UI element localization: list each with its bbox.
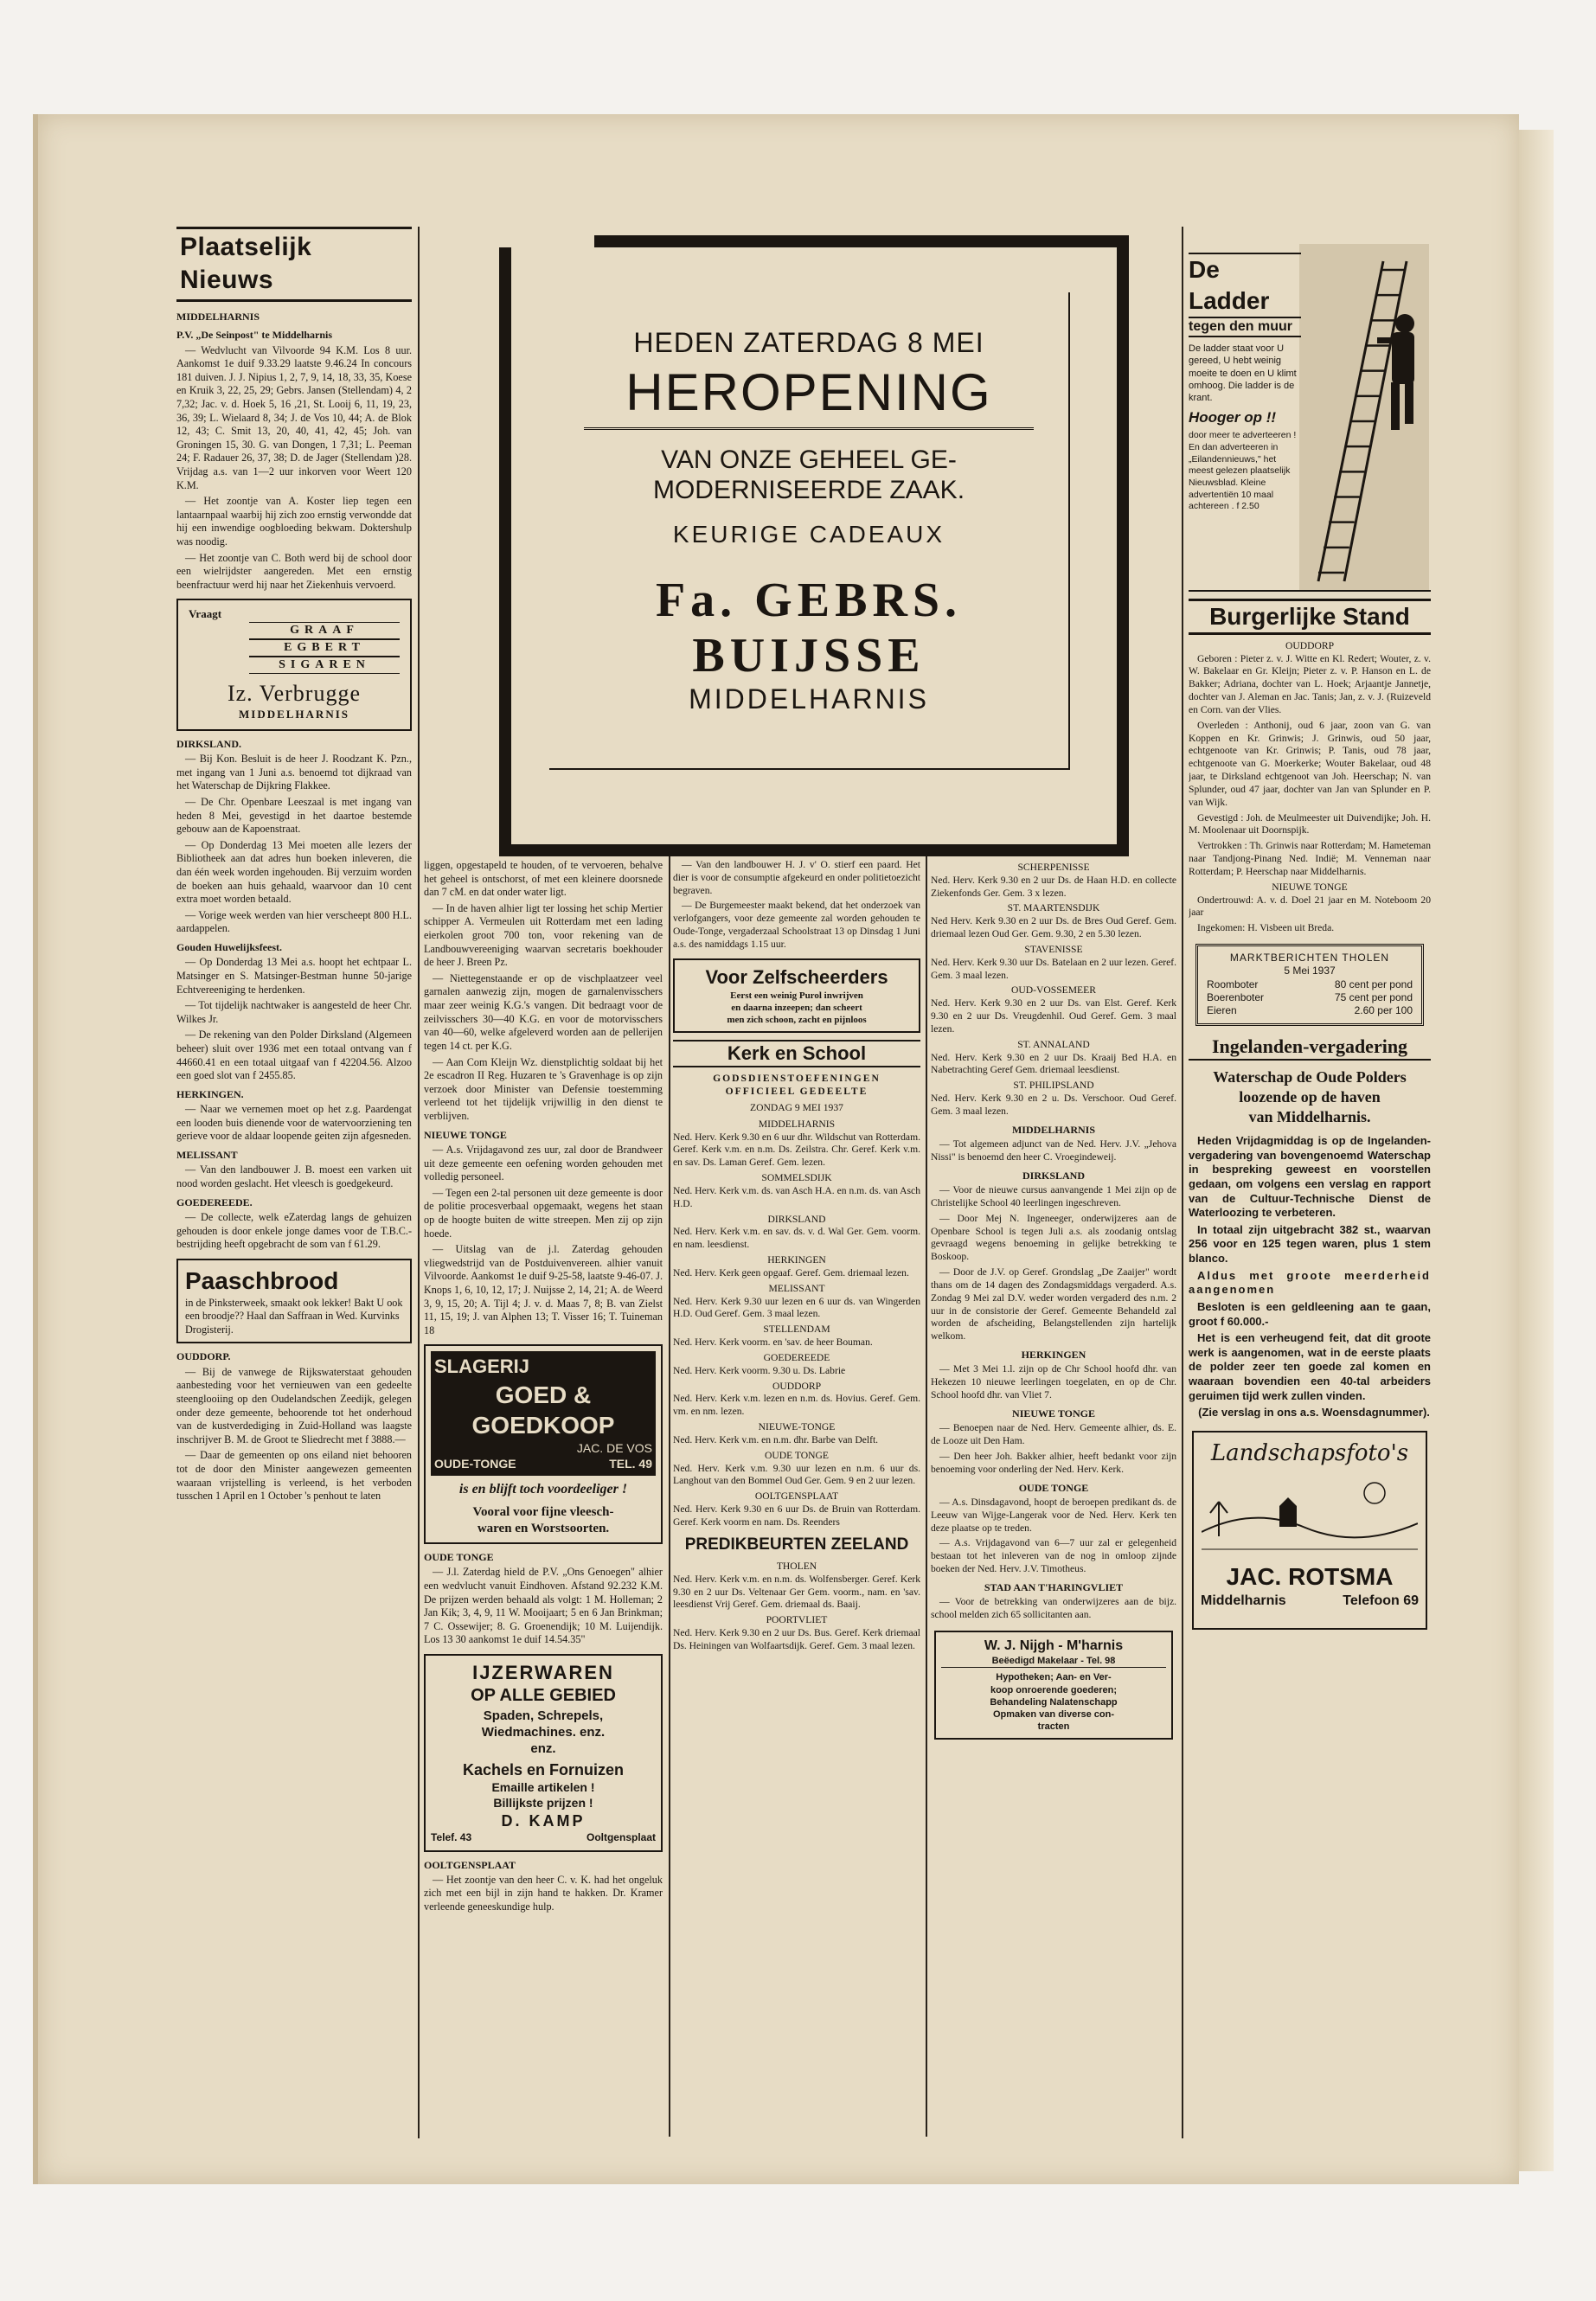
next-page-edge xyxy=(1516,130,1554,2171)
ingelanden-text: Het is een verheugend feit, dat dit groote werk is aangenomen, wat in de eerste plaats de polder zeer ten goede zal komen en waaraan bovendien een 40-tal arbeiders geruimen tijd werk zullen vinden. xyxy=(1189,1331,1431,1402)
zelf-text: en daarna inzeepen; dan scheert xyxy=(731,1003,862,1014)
rotsma-phone: Telefoon 69 xyxy=(1343,1593,1419,1609)
heading-herkingen-2: HERKINGEN xyxy=(1021,1349,1086,1362)
column-rule xyxy=(926,852,927,2137)
service-text: Ned. Herv. Kerk v.m. 9.30 uur lezen en n.m. 6 uur ds. Langhout van den Bommel Oud Ger. Gem. 9 en 2 uur lezen. xyxy=(673,1462,920,1487)
service-place: STELLENDAM xyxy=(763,1324,830,1336)
service-place: ST. ANNALAND xyxy=(1017,1038,1090,1050)
nijgh-line: Hypotheken; Aan- en Ver- xyxy=(996,1672,1112,1683)
markt-title: MARKTBERICHTEN THOLEN xyxy=(1229,952,1390,965)
article-goedereede: — De collecte, welk eZaterdag langs de gehuizen gehouden is door enkele jonge dames voor de T.B.C.-bestrijding heeft opgebracht de som van f 61.29. xyxy=(176,1210,412,1251)
service-place: MELISSANT xyxy=(768,1282,825,1294)
article-ouddorp: — Bij de vanwege de Rijkswaterstaat gehouden aanbesteding voor het vernieuwen van een gedeelte steenglooiing op den Oudelandschen Zeedijk, gelegen onder deze gemeente, behoorende tot het onderhoud van de kustverdediging in Zuid-Holland was laagste inschrijver B. M. de Groot te Sliedrecht met f 3888.— xyxy=(176,1365,412,1445)
zelfscheerders-advert xyxy=(673,958,920,1033)
article-adjunct: — Tot algemeen adjunct van de Ned. Herv. J.V. „Jehova Nissi" is benoemd den heer C. Vroegindeweij. xyxy=(931,1138,1176,1163)
heading-huwelijksfeest: Gouden Huwelijksfeest. xyxy=(176,940,283,953)
slagerij-text-a: Vooral voor fijne vleesch- xyxy=(472,1504,614,1519)
services-list-2 xyxy=(931,862,1176,1118)
markt-row xyxy=(1207,991,1413,1004)
ijzer-emaille: Emaille artikelen ! xyxy=(491,1780,595,1795)
column-3 xyxy=(673,859,920,2144)
bs-vertrokken: Vertrokken : Th. Grinwis naar Rotterdam; M. Hameteman naar Tandjong-Pinang Ned. Indië; M. Venneman naar Rotterdam; P. Heerschap naar Middelharnis. xyxy=(1189,840,1431,877)
service-text: Ned. Herv. Kerk voorm. en 'sav. de heer Bouman. xyxy=(673,1336,873,1349)
service-place: HERKINGEN xyxy=(767,1254,826,1266)
article-bedankt: — Den heer Joh. Bakker alhier, heeft bedankt voor zijn benoeming voor onderling der Ned. Herv. Kerk. xyxy=(931,1450,1176,1475)
service-text: Ned. Herv. Kerk voorm. 9.30 u. Ds. Labrie xyxy=(673,1364,846,1376)
heading-nieuwe-tonge-bs: NIEUWE TONGE xyxy=(1272,881,1348,893)
cigar-line: GRAAF xyxy=(249,622,400,639)
column-rule xyxy=(418,227,420,2138)
cigar-seller: Iz. Verbrugge xyxy=(227,680,362,706)
ijzer-item: enz. xyxy=(530,1741,556,1757)
article-vliegwedstrijd: — Uitslag van de j.l. Zaterdag gehouden vliegwedstrijd van de Postduivenvereen. alhier vanuit Vilvoorde. Aankomst 1e duif 9-25-58, laatste 9-46-07. J. Knops 1, 6, 10, 12, 17; J. Nuijsse 2, 14, 21; A. de Weerd 3, 9, 15, 20; A. Tijl 4; J. v. d. Maas 7, 8; B. van Zielst 11, 15, 19; J. van Alphen 13; T. Visser 16; T. Tuineman 18 xyxy=(424,1243,663,1336)
column-4 xyxy=(931,859,1176,2144)
slagerij-place: OUDE-TONGE xyxy=(434,1457,516,1471)
service-text: Ned. Herv. Kerk 9.30 en 2 u. Ds. Verschoor. Oud Geref. Gem. 3 maal lezen. xyxy=(931,1093,1176,1117)
article-sollicitanten: — Voor de betrekking van onderwijzeres aan de bijz. school melden zich 65 sollicitanten aan. xyxy=(931,1596,1176,1621)
service-text: Ned. Herv. Kerk 9.30 en 2 uur Ds. de Haan H.D. en collecte Ziekenfonds Ger. Gem. 3 x lezen. xyxy=(931,874,1176,899)
article-both: — Het zoontje van C. Both werd bij de school door een wielrijdster aangereden. Met een ernstig beenfractuur werd hij naar het Ziekenhuis vervoerd. xyxy=(176,551,412,591)
service-place: STAVENISSE xyxy=(1024,943,1083,955)
service-place: ST. PHILIPSLAND xyxy=(1013,1080,1094,1092)
slagerij-title: SLAGERIJ xyxy=(434,1356,530,1378)
markt-table xyxy=(1207,978,1413,1018)
zelf-text: men zich schoon, zacht en pijnloos xyxy=(727,1015,867,1026)
rotsma-advert xyxy=(1192,1431,1427,1630)
heading-middelharnis-2: MIDDELHARNIS xyxy=(1011,1123,1095,1136)
heading-ooltgensplaat: OOLTGENSPLAAT xyxy=(424,1858,516,1871)
nijgh-advert xyxy=(934,1631,1173,1740)
article-procesverbaal: — Tegen een 2-tal personen uit deze gemeente is door de politie procesverbaal opgemaakt, wegens het staan op de hoogte buiten de witte streepen. Men zij op zijn hoede. xyxy=(424,1186,663,1240)
slagerij-tagline: is en blijft toch voordeeliger ! xyxy=(458,1482,628,1497)
service-place: MIDDELHARNIS xyxy=(758,1118,836,1130)
ingelanden-sub: van Middelharnis. xyxy=(1248,1108,1371,1126)
services-subheading: OFFICIEEL GEDEELTE xyxy=(725,1086,869,1098)
bs-ingekomen: Ingekomen: H. Visbeen uit Breda. xyxy=(1197,922,1335,934)
article-rekening: — De rekening van den Polder Dirksland (Algemeen beheer) sluit over 1936 met een totaal ontvang van f 44660.41 en een totaal uitgaaf van f 42204.56. Alzoo een goed slot van f 2455.85. xyxy=(176,1029,412,1082)
ingelanden-sub: loozende op de haven xyxy=(1239,1088,1381,1106)
bs-geboren: Geboren : Pieter z. v. J. Witte en Kl. Redert; Wouter, z. v. W. Bakelaar en Gr. Kleijn; Pieter z. v. P. Hanson en L. de Bakker; Adriana, dochter van L. Hoek; Arjaantje Jannetje, dochter van J. Aleman en Jac. Tanis; Jan, z. v. J. (Ruizeveld en Corn. van der Vlies. xyxy=(1189,652,1431,715)
ladder-text: De ladder staat voor U gereed, U hebt weinig moeite te doen en U klimt omhoog. Die ladder is de krant. xyxy=(1189,343,1297,404)
ladder-text-2: door meer te adverteeren ! En dan adverteeren in „Eilandennieuws," het meest gelezen plaatselijk Nieuwsblad. Kleine advertentiën 10 maal achtereen . f 2.50 xyxy=(1189,430,1297,512)
article-schip: — In de haven alhier ligt ter lossing het schip Mertier schipper A. Vermeulen uit Rotterdam met een lading eierkolen groot 700 ton, voor rekening van de Landbouwvereeniging waarvan secretaris boekhouder de heer J. Breen Pz. xyxy=(424,901,663,969)
services-list xyxy=(673,1118,920,1529)
heading-ouddorp-bs: OUDDORP xyxy=(1285,639,1335,651)
ingelanden-heading: Ingelanden-vergadering xyxy=(1189,1035,1431,1061)
nijgh-line: koop onroerende goederen; xyxy=(990,1684,1118,1695)
predikbeurten-heading: PREDIKBEURTEN ZEELAND xyxy=(684,1535,909,1554)
heading-nieuwe-tonge-2: NIEUWE TONGE xyxy=(1012,1407,1095,1420)
service-place: DIRKSLAND xyxy=(767,1213,826,1225)
article-bijl: — Het zoontje van den heer C. v. K. had het ongeluk zich met een bijl in zijn hand te hakken. Dr. Kramer verleende geneeskundige hulp. xyxy=(424,1873,663,1913)
rotsma-place: Middelharnis xyxy=(1201,1593,1286,1609)
article-garnalen: — Niettegenstaande er op de vischplaatzeer veel garnalen aanwezig zijn, mogen de garnalenvisschers maar zeer weinig K.G.'s vangen. Dit bedraagt voor de zeilvisschers 30—40 K.G. en voor de motorvisschers van 40—60, welke afgeleverd worden aan de pellerijen tegen 14 ct. per K.G. xyxy=(424,971,663,1052)
ijzer-title: IJZERWAREN xyxy=(472,1661,614,1683)
service-text: Ned. Herv. Kerk 9.30 uur lezen en 6 uur ds. van Wingerden H.D. Oud Geref. Gem. 3 maal lezen. xyxy=(673,1295,920,1320)
nijgh-line: Behandeling Nalatenschapp xyxy=(990,1696,1118,1708)
column-2 xyxy=(424,859,663,2144)
column-rule xyxy=(1182,227,1183,2138)
paasch-text: in de Pinksterweek, smaakt ook lekker! Bakt U ook een broodje?? Haal dan Saffraan in Wed. Kurvinks Drogisterij. xyxy=(185,1296,403,1336)
article-boeken: — Op Donderdag 13 Mei moeten alle lezers der Bibliotheek aan dat adres hun boeken inleveren, die dan één week worden ingehouden. Bij verzuim worden de boeken aan huis gehaald, waarvoor dan 10 cent extra moet worden betaald. xyxy=(176,838,412,906)
service-place: THOLEN xyxy=(776,1560,817,1572)
ingelanden-text: Heden Vrijdagmiddag is op de Ingelanden-vergadering van bovengenoemd Waterschap in bespreking geweest en voorstellen gedaan, om volgens een verslag en rapport van de Cultuur-Technische Dienst de Waterloozing te verbeteren. xyxy=(1189,1134,1431,1220)
markt-label: Boerenboter xyxy=(1207,991,1265,1004)
zelf-text: Eerst een weinig Purol inwrijven xyxy=(730,990,863,1001)
heading-dirksland-2: DIRKSLAND xyxy=(1022,1169,1085,1182)
frame-gap xyxy=(499,235,594,247)
article-huwelijk: — Op Donderdag 13 Mei a.s. hoopt het echtpaar L. Matsinger en S. Matsinger-Bestman hunne 50-jarige Echtvereeniging te herdenken. xyxy=(176,956,412,996)
ijzer-prijzen: Billijkste prijzen ! xyxy=(493,1796,593,1811)
paaschbrood-advert xyxy=(176,1259,412,1344)
services-date: ZONDAG 9 MEI 1937 xyxy=(750,1102,843,1113)
heading-oude-tonge-2: OUDE TONGE xyxy=(1018,1481,1089,1494)
service-text: Ned. Herv. Kerk geen opgaaf. Geref. Gem. driemaal lezen. xyxy=(673,1266,909,1279)
nijgh-sub: Beëedigd Makelaar - Tel. 98 xyxy=(941,1655,1166,1668)
markt-label: Eieren xyxy=(1207,1004,1237,1017)
article-continued: liggen, opgestapeld te houden, of te vervoeren, behalve het geheel is ontschorst, of met een kleinere doorsnede dan 7 cM. en dat onder water ligt. xyxy=(424,859,663,899)
article-ontslag: — Door Mej N. Ingeneeger, onderwijzeres aan de Openbare School is tegen Juli a.s. als zoodanig ontslag gevraagd wegens benoeming in gelijke betrekking te Boskoop. xyxy=(931,1212,1176,1263)
article-leerlingen: — Met 3 Mei 1.l. zijn op de Chr School hoofd dhr. van Hekezen 10 nieuwe leerlingen toegelaten, en op de Chr. School hoofd dhr. van Vliet 7. xyxy=(931,1363,1176,1401)
column-5 xyxy=(1189,227,1431,2143)
masthead-plaatselijk-nieuws: Plaatselijk Nieuws xyxy=(176,227,412,302)
rotsma-name: JAC. ROTSMA xyxy=(1226,1563,1394,1591)
article-melissant: — Van den landbouwer J. B. moest een varken uit nood worden geslacht. Het vleesch is goedgekeurd. xyxy=(176,1163,412,1189)
ingelanden-text: Besloten is een geldleening aan te gaan, groot f 60.000.- xyxy=(1189,1299,1431,1328)
service-text: Ned. Herv. Kerk v.m. ds. van Asch H.A. en n.m. ds. van Asch H.D. xyxy=(673,1184,920,1209)
ijzerwaren-advert xyxy=(424,1654,663,1852)
service-text: Ned. Herv. Kerk v.m. en sav. ds. v. d. Wal Ger. Gem. voorm. en nam. leesdienst. xyxy=(673,1226,920,1251)
ad-place: MIDDELHARNIS xyxy=(689,683,929,715)
heading-stad: STAD AAN T'HARINGVLIET xyxy=(984,1580,1124,1593)
ad-firm: Fa. GEBRS. BUIJSSE xyxy=(655,574,963,683)
heading-herkingen: HERKINGEN. xyxy=(176,1087,244,1100)
nijgh-line: tracten xyxy=(1037,1721,1070,1732)
slagerij-owner: JAC. DE VOS xyxy=(576,1441,652,1456)
slagerij-slogan: GOED & GOEDKOOP xyxy=(471,1381,615,1439)
service-place: OUDE TONGE xyxy=(765,1449,829,1461)
service-place: ST. MAARTENSDIJK xyxy=(1007,902,1100,914)
heropening-advert xyxy=(499,235,1129,856)
landscape-illustration xyxy=(1202,1471,1418,1558)
column-1 xyxy=(176,227,412,2143)
ad-text-b: MODERNISEERDE ZAAK. xyxy=(652,475,965,504)
ladder-subtitle: tegen den muur xyxy=(1189,318,1301,337)
article-cursus: — Voor de nieuwe cursus aanvangende 1 Mei zijn op de Christelijke School 40 leerlingen ingeschreven. xyxy=(931,1184,1176,1208)
article-dijkraad: — Bij Kon. Besluit is de heer J. Roodzant K. Pzn., met ingang van 1 Juni a.s. benoemd tot dijkraad van het Waterschap de Dijkring Flakkee. xyxy=(176,753,412,792)
article-beroepen: — Benoepen naar de Ned. Herv. Gemeente alhier, ds. E. de Looze uit Den Ham. xyxy=(931,1422,1176,1447)
heading-dirksland: DIRKSLAND. xyxy=(176,737,242,750)
ingelanden-text: In totaal zijn uitgebracht 382 st., waarvan 256 voor en 125 tegen waren, plus 1 stem blanco. xyxy=(1189,1222,1431,1266)
service-place: OOLTGENSPLAAT xyxy=(754,1490,839,1503)
service-text: Ned. Herv. Kerk 9.30 en 6 uur dhr. Wildschut van Rotterdam. Geref. Kerk v.m. en n.m. Ds. Zeilstra. Chr. Geref. Kerk v.m. en sav. Ds. Laman Geref. Gem. lezen. xyxy=(673,1131,920,1169)
service-place: SCHERPENISSE xyxy=(1017,862,1090,873)
heading-oude-tonge: OUDE TONGE xyxy=(424,1550,494,1563)
paasch-heading: Paaschbrood xyxy=(185,1266,339,1294)
ad-cadeaux: KEURIGE CADEAUX xyxy=(672,521,945,548)
ijzer-item: Spaden, Schrepels, xyxy=(483,1708,604,1723)
ad-date: HEDEN ZATERDAG 8 MEI xyxy=(633,327,984,358)
markt-date: 5 Mei 1937 xyxy=(1284,965,1336,977)
service-place: OUDDORP xyxy=(772,1380,822,1392)
service-place: OUD-VOSSEMEER xyxy=(1011,984,1096,997)
article-soldaat: — Aan Com Kleijn Wz. dienstplichtig soldaat bij het 2e escadron II Reg. Huzaren te 's Gravenhage is op zijn verzoek door Minister van Defensie toestemming verleend tot het tijdelijk vrijwillig in den dienst te verblijven. xyxy=(424,1055,663,1122)
article-aardappelen: — Vorige week werden van hier verscheept 800 H.L. aardappelen. xyxy=(176,908,412,935)
heading-ouddorp: OUDDORP. xyxy=(176,1350,231,1363)
article-koster: — Het zoontje van A. Koster liep tegen een lantaarnpaal waarbij hij zich zoo ernstig verwondde dat hij een inwendige oogbloeding bekwam. Doktershulp was noodig. xyxy=(176,495,412,548)
service-text: Ned. Herv. Kerk 9.30 uur Ds. Batelaan en 2 uur lezen. Geref. Gem. 3 maal lezen. xyxy=(931,956,1176,981)
article-wedvlucht: — J.l. Zaterdag hield de P.V. „Ons Genoegen" alhier een wedvlucht vanuit Eindhoven. Afstand 92.232 K.M. De prijzen werden behaald als volgt: 1 M. Holleman; 2 Jan Kik; 3, 4, 9, 11 W. Mooijaart; 5 en 6 Jan Brinkman; 7 C. Ossewijer; 8. G. Groenendijk; 10 M. Luijendijk. Los 13 30 aankomst 1e duif 14.54.35" xyxy=(424,1566,663,1646)
service-text: Ned. Herv. Kerk v.m. en n.m. ds. Wolfensberger. Geref. Kerk 9.30 en 2 uur Ds. Veltenaar Ger Gem. voorm., nam. en 'sav. leesdienst Vrij Geref. Gem. driemaal ds. Baaij. xyxy=(673,1573,920,1611)
markt-value: 2.60 per 100 xyxy=(1354,1004,1413,1017)
marktberichten-box xyxy=(1195,944,1424,1026)
bs-overleden: Overleden : Anthonij, oud 6 jaar, zoon van G. van Koppen en Kr. Grinwis; J. Grinwis, oud 50 jaar, echtgenoote van Kr. Grinwis; P. Tanis, oud 78 jaar, echtgenoote van G. Moerkerke; Wouter Bakelaar, oud 48 jaar, te Dirksland echtgenoot van Joh. Heerschap; N. van Splunder, oud 47 jaar, dochter van Jan van Splunder en P. van Wijk. xyxy=(1189,719,1431,808)
cigar-place: MIDDELHARNIS xyxy=(238,708,349,721)
slagerij-text-b: waren en Worstsoorten. xyxy=(477,1521,610,1535)
bs-ondertrouwd: Ondertrouwd: A. v. d. Doel 21 jaar en M. Noteboom 20 jaar xyxy=(1189,894,1431,919)
cigar-line: EGBERT xyxy=(249,639,400,657)
service-text: Ned. Herv. Kerk v.m. lezen en n.m. ds. Hovius. Geref. Gem. vm. en nm. lezen. xyxy=(673,1393,920,1418)
markt-value: 75 cent per pond xyxy=(1334,991,1413,1004)
markt-row xyxy=(1207,978,1413,991)
heropening-inner xyxy=(584,327,1034,734)
ingelanden-sub: Waterschap de Oude Polders xyxy=(1213,1068,1407,1086)
service-text: Ned. Herv. Kerk 9.30 en 6 uur Ds. de Bruin van Rotterdam. Geref. Kerk voorm en nam. Ds. Reenders xyxy=(673,1503,920,1528)
bs-gevestigd: Gevestigd : Joh. de Meulmeester uit Duivendijke; Joh. H. M. Moolenaar uit Doornspijk. xyxy=(1189,811,1431,836)
ijzer-name: D. KAMP xyxy=(501,1812,586,1830)
markt-value: 80 cent per pond xyxy=(1334,977,1413,990)
heading-melissant: MELISSANT xyxy=(176,1149,238,1162)
service-text: Ned. Herv. Kerk 9.30 en 2 uur Ds. Kraaij Bed H.A. en Nabetrachting Geref Gem. driemaal leesdienst. xyxy=(931,1051,1176,1076)
ijzer-kachels: Kachels en Fornuizen xyxy=(462,1761,625,1779)
service-place: GOEDEREEDE xyxy=(763,1351,830,1363)
slagerij-phone: TEL. 49 xyxy=(609,1457,652,1471)
article-penhout: — Daar de gemeenten op ons eiland niet behooren tot de door den Minister aangewezen gemeenten waaraan vrijstelling is verleend, is het verboden tusschen 1 April en 1 October 's penhout te laten xyxy=(176,1449,412,1503)
article-predikant: — A.s. Dinsdagavond, hoopt de beroepen predikant ds. de Leeuw van Wijge-Langerak voor de Ned. Herv. Kerk ten deze plaatse op te treden. xyxy=(931,1496,1176,1534)
service-place: SOMMELSDIJK xyxy=(761,1172,832,1184)
article-herkingen: — Naar we vernemen moet op het z.g. Paardengat een looden buis dienende voor de watervoorziening ten gerieve voor de aldaar loopende geiten zijn afgesneden. xyxy=(176,1103,412,1143)
ijzer-item: Wiedmachines. enz. xyxy=(481,1724,606,1740)
ladder-title: De Ladder xyxy=(1189,253,1301,318)
ad-text-a: VAN ONZE GEHEEL GE- xyxy=(661,445,957,474)
ijzer-subtitle: OP ALLE GEBIED xyxy=(471,1686,616,1706)
article-boeken-inleveren: — A.s. Vrijdagavond van 6—7 uur zal er gelegenheid bestaan tot het inleveren van de nog in omloop zijnde boeken der Ned. Herv. J.V. Timotheus. xyxy=(931,1537,1176,1575)
rotsma-script: Landschapsfoto's xyxy=(1210,1439,1409,1466)
ladder-hooger: Hooger op !! xyxy=(1189,408,1277,426)
burgerlijke-stand-heading: Burgerlijke Stand xyxy=(1189,599,1431,635)
cigar-advert xyxy=(176,599,412,730)
heading-middelharnis: MIDDELHARNIS xyxy=(176,310,260,323)
zelf-heading: Voor Zelfscheerders xyxy=(705,965,888,988)
heading-goedereede: GOEDEREEDE. xyxy=(176,1195,253,1208)
article-nachtwaker: — Tot tijdelijk nachtwaker is aangesteld de heer Chr. Wilkes Jr. xyxy=(176,999,412,1025)
ad-heropening: HEROPENING xyxy=(584,362,1034,430)
ingelanden-text: (Zie verslag in ons a.s. Woensdagnummer). xyxy=(1198,1406,1430,1420)
pv-title: P.V. „De Seinpost" te Middelharnis xyxy=(176,329,333,342)
pv-results: — Wedvlucht van Vilvoorde 94 K.M. Los 8 uur. Aankomst 1e duif 9.33.29 laatste 9.46.24 In concours 181 duiven. J. J. Nipius 1, 2, 7, 9, 14, 18, 33, 35, Koese en Kruik 3, 22, 25, 29; Gebrs. Jansen (Stellendam) 4, 2 7,32; Jac. v. d. Hoek 5, 16 ,21, St. Looij 6, 11, 19, 23, 36, 39; L. Wielaard 8, 34; J. de Vos 10, 44; A. de Blok 12, 43; C. Smit 13, 20, 40, 41, 42, 45; Joh. van Groningen 15, 30. G. van Dongen, 1 7,31; L. Peeman 24; F. Radauer 26, 37, 38; D. de Jager (Stellendam )28. Vrijdag a.s. van 1—2 uur inkorven voor Weert 120 K.M. xyxy=(176,343,412,491)
service-text: Ned. Herv. Kerk 9.30 en 2 uur Ds. van Elst. Geref. Kerk 9.30 en 2 uur Ds. Vreugdenhil. Oud Geref. Gem. 3 maal lezen. xyxy=(931,997,1176,1035)
heading-nieuwe-tonge: NIEUWE TONGE xyxy=(424,1128,507,1141)
service-text: Ned. Herv. Kerk 9.30 en 2 uur Ds. Bus. Geref. Kerk driemaal Ds. Heiningen van Wolfaartsdijk. Geref. Gem. 3 maal lezen. xyxy=(673,1627,920,1651)
ladder-advert xyxy=(1189,227,1431,592)
article-verlofgangers: — De Burgemeester maakt bekend, dat het onderzoek van verlofgangers, voor deze gemeente zal worden gehouden te Oude-Tonge, vergaderzaal Schoolstraat 13 op Dinsdag 1 Juni a.s. des namiddags 1.15 uur. xyxy=(673,900,920,950)
service-text: Ned. Herv. Kerk v.m. en n.m. dhr. Barbe van Delft. xyxy=(673,1433,879,1445)
article-zaaijer: — Door de J.V. op Geref. Grondslag „De Zaaijer" wordt thans om de 14 dagen des Zondagsmiddags vergaderd. A.s. Zondag 9 Mei zal D.V. weder worden vergaderd des n.m. 2 uur in de consistorie der Geref. Gemeente Behandeld zal worden de afscheiding, Belangstellenden zijn hartelijk welkom. xyxy=(931,1266,1176,1343)
slagerij-advert xyxy=(424,1344,663,1543)
ijzer-place: Ooltgensplaat xyxy=(586,1831,656,1844)
nijgh-name: W. J. Nijgh - M'harnis xyxy=(984,1638,1124,1653)
service-place: NIEUWE-TONGE xyxy=(758,1421,836,1433)
article-brandweer: — A.s. Vrijdagavond zes uur, zal door de Brandweer uit deze gemeente een oefening worden gehouden met volledig personeel. xyxy=(424,1143,663,1183)
nijgh-line: Opmaken van diverse con- xyxy=(993,1708,1114,1720)
service-text: Ned Herv. Kerk 9.30 en 2 uur Ds. de Bres Oud Geref. Gem. driemaal lezen Oud Ger. Gem. 9.30, 2 en 5.30 lezen. xyxy=(931,915,1176,940)
cigar-line: SIGAREN xyxy=(249,657,400,674)
article-leeszaal: — De Chr. Openbare Leeszaal is met ingang van heden 8 Mei, gevestigd in het daartoe bestemde gebouw aan de Kapoenstraat. xyxy=(176,795,412,836)
ijzer-phone: Telef. 43 xyxy=(431,1831,472,1844)
column-rule xyxy=(669,852,670,2137)
ingelanden-text: Aldus met groote meerderheid aangenomen xyxy=(1189,1268,1431,1297)
kerk-en-school-heading: Kerk en School xyxy=(673,1040,920,1067)
markt-row xyxy=(1207,1004,1413,1017)
article-paard: — Van den landbouwer H. J. v' O. stierf een paard. Het dier is voor de consumptie afgekeurd en onder politietoezicht begraven. xyxy=(673,859,920,896)
markt-label: Roomboter xyxy=(1207,977,1259,990)
service-place: POORTVLIET xyxy=(766,1614,828,1626)
services-heading: GODSDIENSTOEFENINGEN xyxy=(713,1073,881,1085)
cigar-prefix: Vraagt xyxy=(189,607,222,621)
